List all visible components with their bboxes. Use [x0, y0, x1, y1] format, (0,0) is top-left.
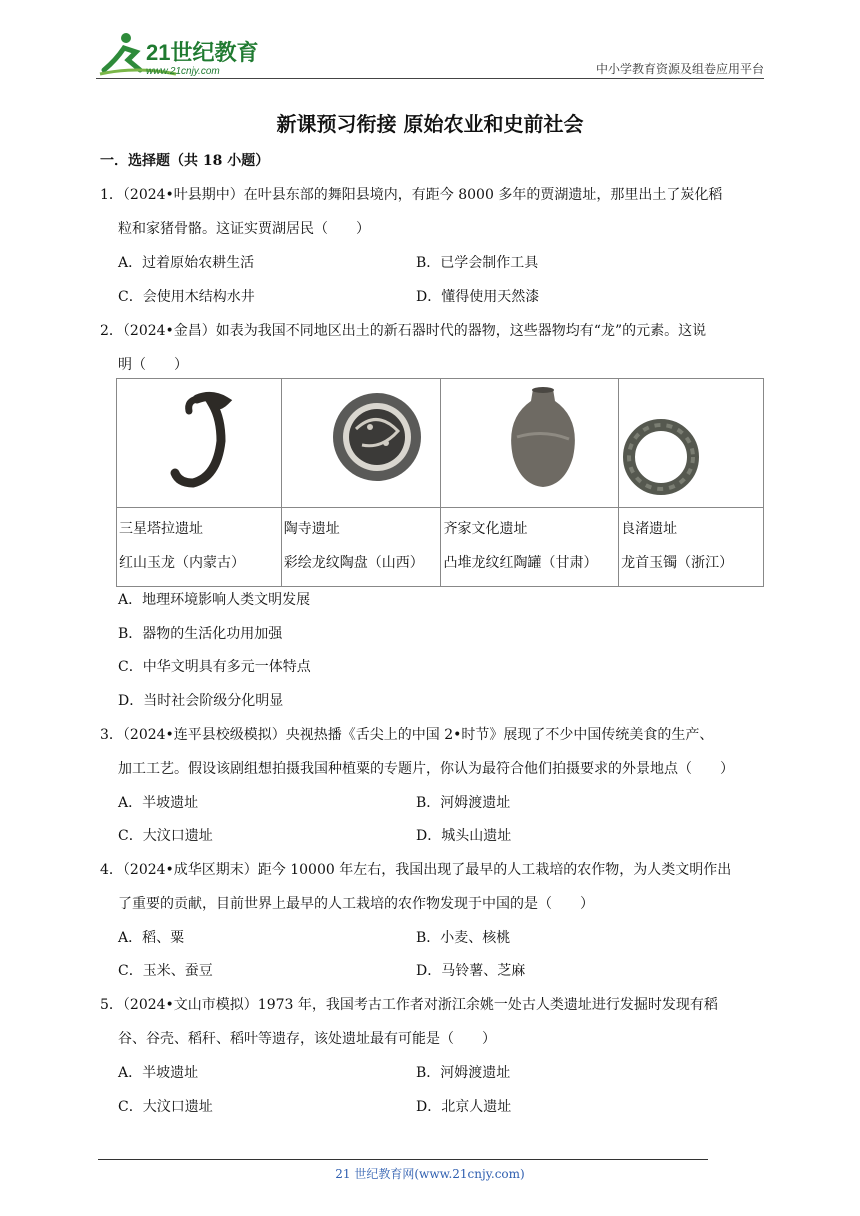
artifact-item-1: 红山玉龙（内蒙古） — [119, 555, 245, 571]
artifact-table — [116, 378, 764, 587]
artifact-site-1: 三星塔拉遗址 — [119, 521, 203, 537]
question-4-line-1: 4．（2024•成华区期末）距今 10000 年左右，我国出现了最早的人工栽培的农作物，为人类文明作出 — [100, 862, 732, 878]
artifact-item-3: 凸堆龙纹红陶罐（甘肃） — [443, 555, 598, 571]
site-logo — [96, 30, 266, 78]
q5-option-b: B．河姆渡遗址 — [416, 1065, 511, 1081]
question-4-line-2: 了重要的贡献，目前世界上最早的人工栽培的农作物发现于中国的是（ ） — [118, 896, 594, 912]
artifact-caption-4 — [619, 508, 764, 587]
artifact-caption-2 — [281, 508, 441, 587]
question-5-line-2: 谷、谷壳、稻秆、稻叶等遗存，该处遗址最有可能是（ ） — [118, 1031, 496, 1047]
q3-option-c: C．大汶口遗址 — [118, 828, 213, 844]
q4-option-c: C．玉米、蚕豆 — [118, 963, 213, 979]
q1-option-b: B．已学会制作工具 — [416, 255, 539, 271]
artifact-caption-3 — [441, 508, 619, 587]
page-header — [96, 30, 764, 82]
svg-text:www.21cnjy.com: www.21cnjy.com — [146, 66, 220, 77]
artifact-image-painted-plate — [281, 379, 441, 508]
q4-option-b: B．小麦、核桃 — [416, 930, 511, 946]
pottery-jar-icon — [441, 379, 619, 507]
q3-option-b: B．河姆渡遗址 — [416, 795, 511, 811]
header-divider — [96, 78, 764, 79]
painted-plate-icon — [282, 379, 442, 507]
q5-option-c: C．大汶口遗址 — [118, 1099, 213, 1115]
q4-option-a: A．稻、粟 — [118, 930, 185, 946]
q5-option-d: D．北京人遗址 — [416, 1099, 512, 1115]
jade-bracelet-icon — [619, 379, 764, 507]
artifact-item-2: 彩绘龙纹陶盘（山西） — [283, 555, 424, 571]
section-heading: 一．选择题（共 18 小题） — [100, 153, 270, 169]
artifact-site-4: 良渚遗址 — [621, 521, 678, 537]
document-title: 新课预习衔接 原始农业和史前社会 — [276, 112, 584, 136]
question-1-line-2: 粒和家猪骨骼。这证实贾湖居民（ ） — [118, 221, 370, 237]
q1-option-c: C．会使用木结构水井 — [118, 289, 255, 305]
artifact-site-2: 陶寺遗址 — [283, 521, 340, 537]
question-2-line-1: 2．（2024•金昌）如表为我国不同地区出土的新石器时代的器物，这些器物均有“龙”的元素。这说 — [100, 323, 707, 339]
question-3-line-2: 加工工艺。假设该剧组想拍摄我国种植粟的专题片，你认为最符合他们拍摄要求的外景地点（ ） — [118, 761, 734, 777]
q1-option-d: D．懂得使用天然漆 — [416, 289, 540, 305]
question-1-line-1: 1．（2024•叶县期中）在叶县东部的舞阳县境内，有距今 8000 多年的贾湖遗址，那里出土了炭化稻 — [100, 187, 723, 203]
artifact-site-3: 齐家文化遗址 — [443, 521, 528, 537]
q4-option-d: D．马铃薯、芝麻 — [416, 963, 526, 979]
footer-divider — [98, 1159, 708, 1160]
q2-option-d: D．当时社会阶级分化明显 — [118, 693, 284, 709]
footer-text: 21 世纪教育网(www.21cnjy.com) — [335, 1167, 525, 1181]
q2-option-a: A．地理环境影响人类文明发展 — [118, 592, 311, 608]
q1-option-a: A．过着原始农耕生活 — [118, 255, 255, 271]
q3-option-d: D．城头山遗址 — [416, 828, 512, 844]
q5-option-a: A．半坡遗址 — [118, 1065, 199, 1081]
question-5-line-1: 5．（2024•文山市模拟）1973 年，我国考古工作者对浙江余姚一处古人类遗址进行发掘时发现有稻 — [100, 997, 718, 1013]
jade-dragon-icon — [117, 379, 282, 507]
artifact-image-jade-bracelet — [619, 379, 764, 508]
question-2-line-2: 明（ ） — [118, 357, 188, 373]
artifact-image-jade-dragon — [117, 379, 282, 508]
artifact-caption-1 — [117, 508, 282, 587]
q2-option-c: C．中华文明具有多元一体特点 — [118, 659, 311, 675]
platform-name: 中小学教育资源及组卷应用平台 — [595, 62, 764, 76]
svg-text:21世纪教育: 21世纪教育 — [146, 40, 259, 65]
artifact-image-pottery-jar — [441, 379, 619, 508]
q2-option-b: B．器物的生活化功用加强 — [118, 626, 283, 642]
question-3-line-1: 3．（2024•连平县校级模拟）央视热播《舌尖上的中国 2•时节》展现了不少中国传统美食的生产、 — [100, 727, 714, 743]
q3-option-a: A．半坡遗址 — [118, 795, 199, 811]
artifact-item-4: 龙首玉镯（浙江） — [621, 555, 734, 571]
